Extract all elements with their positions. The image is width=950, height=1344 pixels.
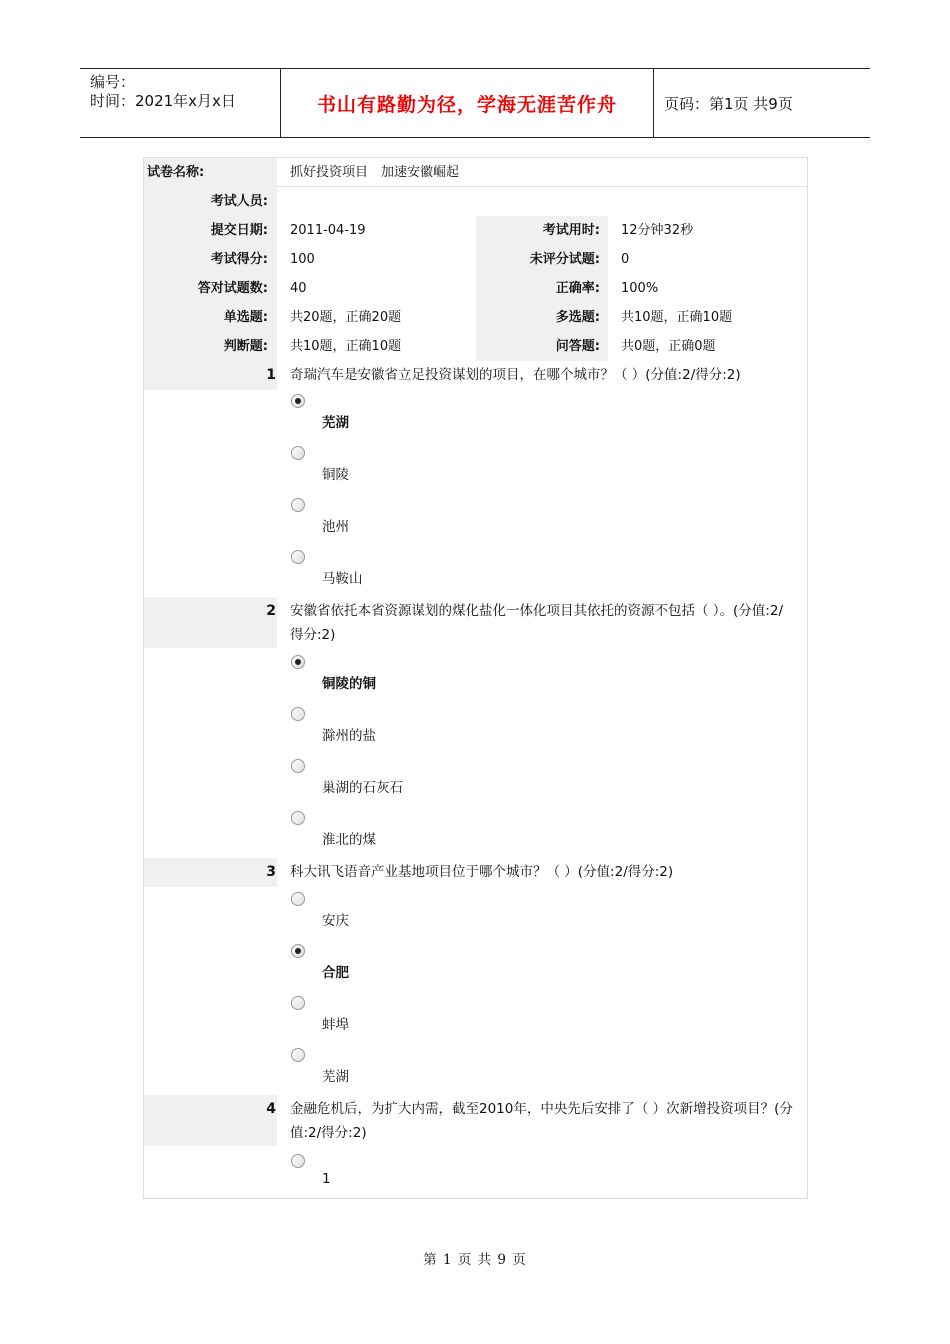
option-radio[interactable]: [291, 707, 305, 721]
option-label: 铜陵的铜: [322, 676, 376, 692]
single-choice-label: 单选题:: [144, 303, 277, 332]
judge-value: 共10题，正确10题: [290, 339, 402, 354]
correct-count-value: 40: [290, 281, 307, 296]
number-label: 编号：: [90, 73, 136, 91]
option-label: 淮北的煤: [322, 832, 376, 848]
judge-label: 判断题:: [144, 332, 277, 361]
examinee-row: [144, 187, 807, 216]
option-label: 安庆: [322, 913, 349, 929]
question-number: 4: [144, 1095, 277, 1146]
multi-choice-value: 共10题，正确10题: [621, 310, 733, 325]
score-label: 考试得分:: [144, 245, 277, 274]
score-value: 100: [290, 252, 315, 267]
exam-name-row: [144, 158, 807, 187]
qa-label: 问答题:: [476, 332, 608, 361]
option-radio[interactable]: [291, 550, 305, 564]
option-label: 蚌埠: [322, 1017, 349, 1033]
multi-choice-label: 多选题:: [476, 303, 608, 332]
option-radio[interactable]: [291, 944, 305, 958]
submit-date-label: 提交日期:: [144, 216, 277, 245]
accuracy-label: 正确率:: [476, 274, 608, 303]
single-choice-value: 共20题，正确20题: [290, 310, 402, 325]
question-number: 1: [144, 361, 277, 390]
question-text: 科大讯飞语音产业基地项目位于哪个城市？（ ）(分值:2/得分:2): [290, 864, 674, 880]
option-radio[interactable]: [291, 996, 305, 1010]
option-label: 巢湖的石灰石: [322, 780, 403, 796]
page-footer: 第 1 页 共 9 页: [423, 1252, 527, 1268]
correct-count-label: 答对试题数:: [144, 274, 277, 303]
submit-date-value: 2011-04-19: [290, 223, 366, 238]
exam-name-value: 抓好投资项目 加速安徽崛起: [290, 165, 460, 180]
ungraded-label: 未评分试题:: [476, 245, 608, 274]
option-radio[interactable]: [291, 892, 305, 906]
question-number: 2: [144, 597, 277, 648]
page-info: 页码：第1页 共9页: [664, 94, 793, 113]
document-header: [80, 68, 870, 138]
option-label: 1: [322, 1171, 331, 1187]
judge-row: [144, 332, 807, 361]
header-meta-cell: [80, 69, 281, 137]
option-label: 池州: [322, 519, 349, 535]
option-label: 滁州的盐: [322, 728, 376, 744]
option-radio[interactable]: [291, 655, 305, 669]
time-used-value: 12分钟32秒: [621, 223, 694, 238]
exam-name-label: 试卷名称:: [144, 158, 277, 187]
option-radio[interactable]: [291, 498, 305, 512]
option-label: 马鞍山: [322, 571, 363, 587]
time-label: 时间：2021年x月x日: [90, 92, 236, 110]
option-radio[interactable]: [291, 446, 305, 460]
question-text: 奇瑞汽车是安徽省立足投资谋划的项目，在哪个城市？（ ）(分值:2/得分:2): [290, 367, 741, 383]
header-page-cell: [654, 69, 870, 137]
submit-date-row: [144, 216, 807, 245]
examinee-label: 考试人员:: [144, 187, 277, 216]
option-label: 铜陵: [322, 467, 349, 483]
time-used-label: 考试用时:: [476, 216, 608, 245]
score-row: [144, 245, 807, 274]
option-radio[interactable]: [291, 394, 305, 408]
option-radio[interactable]: [291, 811, 305, 825]
single-choice-row: [144, 303, 807, 332]
accuracy-value: 100%: [621, 281, 659, 296]
question-text: 安徽省依托本省资源谋划的煤化盐化一体化项目其依托的资源不包括（ ）。(分值:2/得分:2): [290, 603, 783, 643]
motto: 书山有路勤为径，学海无涯苦作舟: [316, 93, 617, 116]
option-label: 芜湖: [322, 415, 349, 431]
option-radio[interactable]: [291, 1154, 305, 1168]
exam-result-panel: [143, 157, 808, 1199]
qa-value: 共0题，正确0题: [621, 339, 716, 354]
question-number: 3: [144, 858, 277, 887]
ungraded-value: 0: [621, 252, 630, 267]
header-motto-cell: [281, 69, 654, 137]
correct-count-row: [144, 274, 807, 303]
question-text: 金融危机后，为扩大内需，截至2010年，中央先后安排了（ ）次新增投资项目？(分值:2/得分:2): [290, 1101, 793, 1141]
option-label: 合肥: [322, 965, 349, 981]
option-radio[interactable]: [291, 1048, 305, 1062]
option-radio[interactable]: [291, 759, 305, 773]
option-label: 芜湖: [322, 1069, 349, 1085]
